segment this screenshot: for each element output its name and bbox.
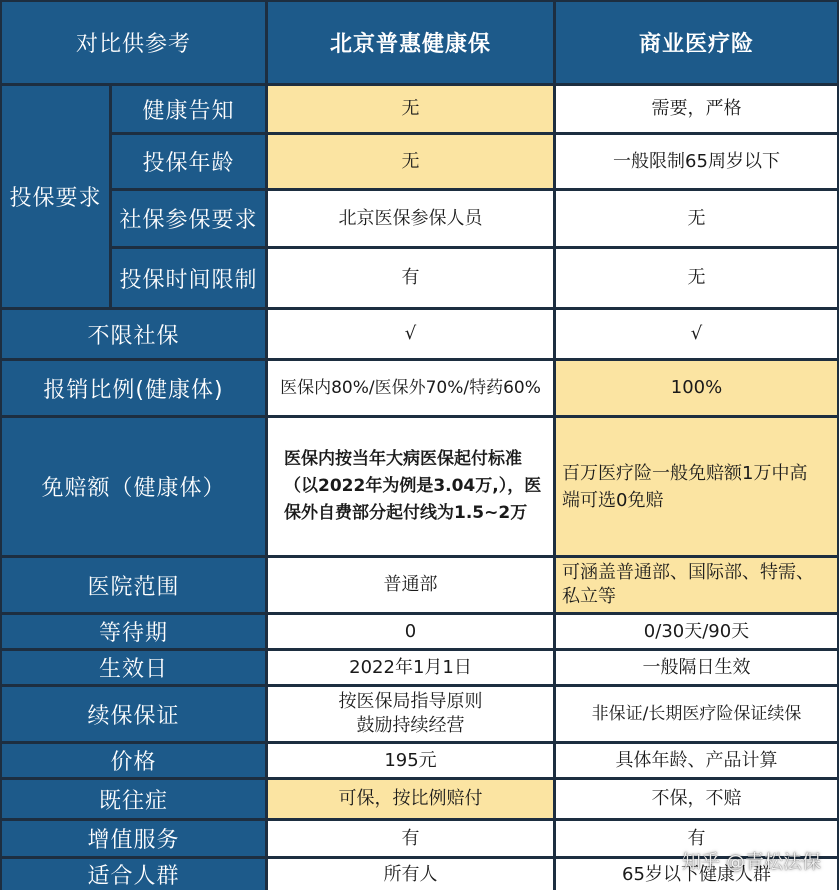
row-col1: √	[268, 310, 553, 358]
row-col1: 所有人	[268, 859, 553, 890]
row-col1: 无	[268, 135, 553, 188]
row-col2: 100%	[556, 361, 837, 415]
row-col1: 有	[268, 249, 553, 307]
row-col2: 无	[556, 249, 837, 307]
row-col1: 有	[268, 821, 553, 856]
row-col1: 医保内80%/医保外70%/特药60%	[268, 361, 553, 415]
row-col1: 无	[268, 86, 553, 132]
row-label: 不限社保	[2, 310, 265, 358]
row-label: 投保年龄	[112, 135, 265, 188]
row-label: 续保保证	[2, 687, 265, 741]
row-col2: 百万医疗险一般免赔额1万中高端可选0免赔	[556, 418, 837, 555]
group-label: 投保要求	[2, 86, 109, 307]
row-label: 适合人群	[2, 859, 265, 890]
row-label: 医院范围	[2, 558, 265, 612]
row-col2: √	[556, 310, 837, 358]
row-label: 投保时间限制	[112, 249, 265, 307]
row-label: 社保参保要求	[112, 191, 265, 246]
row-col2: 不保，不赔	[556, 780, 837, 818]
header-col2: 商业医疗险	[556, 2, 837, 83]
row-col1: 195元	[268, 744, 553, 777]
row-label: 价格	[2, 744, 265, 777]
row-col2: 需要，严格	[556, 86, 837, 132]
row-col1: 医保内按当年大病医保起付标准（以2022年为例是3.04万,），医保外自费部分起付线为1.5~2万	[268, 418, 553, 555]
watermark: 知乎 @青松法保	[681, 851, 821, 873]
row-col2: 0/30天/90天	[556, 615, 837, 648]
row-col2: 具体年龄、产品计算	[556, 744, 837, 777]
row-label: 既往症	[2, 780, 265, 818]
row-col2: 可涵盖普通部、国际部、特需、私立等	[556, 558, 837, 612]
row-col2: 非保证/长期医疗险保证续保	[556, 687, 837, 741]
row-label: 免赔额（健康体）	[2, 418, 265, 555]
row-label: 健康告知	[112, 86, 265, 132]
row-label: 报销比例(健康体)	[2, 361, 265, 415]
header-col1: 北京普惠健康保	[268, 2, 553, 83]
row-label: 增值服务	[2, 821, 265, 856]
header-label: 对比供参考	[2, 2, 265, 83]
row-label: 生效日	[2, 651, 265, 684]
row-col2: 一般隔日生效	[556, 651, 837, 684]
row-col2: 无	[556, 191, 837, 246]
row-col1: 普通部	[268, 558, 553, 612]
row-col1: 可保，按比例赔付	[268, 780, 553, 818]
row-label: 等待期	[2, 615, 265, 648]
row-col1: 2022年1月1日	[268, 651, 553, 684]
row-col1: 0	[268, 615, 553, 648]
row-col2: 有	[556, 821, 837, 856]
row-col1: 按医保局指导原则鼓励持续经营	[268, 687, 553, 741]
row-col1: 北京医保参保人员	[268, 191, 553, 246]
row-col2: 一般限制65周岁以下	[556, 135, 837, 188]
row-col2: 65岁以下健康人群	[556, 859, 837, 890]
